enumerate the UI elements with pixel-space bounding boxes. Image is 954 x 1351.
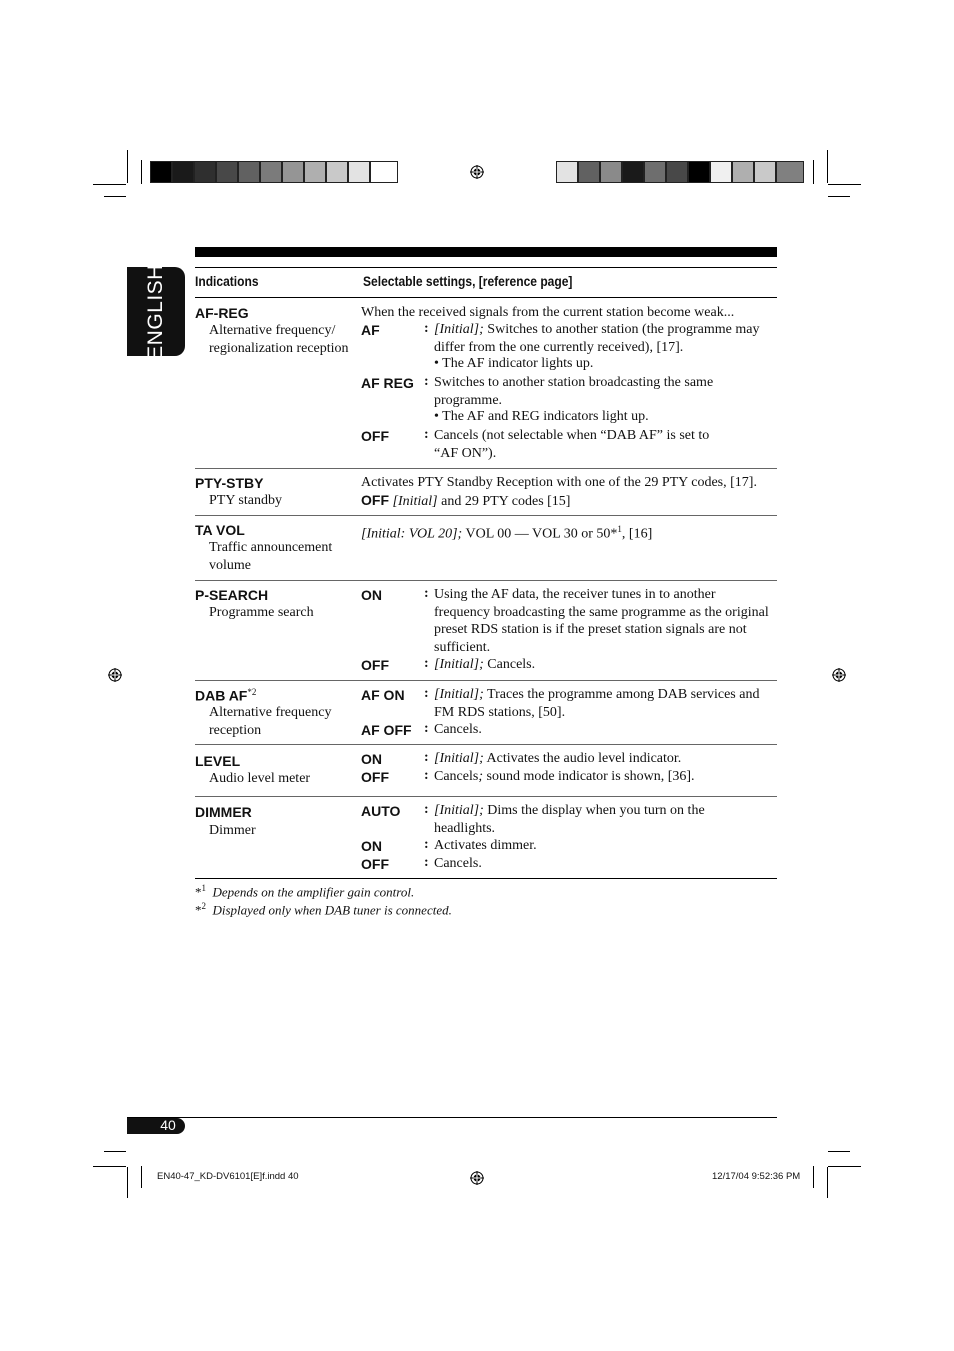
option-text: Using the AF data, the receiver tunes in to another frequency broadcasting the same programme as the original preset RDS station is if the preset station signals are not sufficient. — [434, 587, 769, 655]
option-text: [Initial]; Traces the programme among DAB services and FM RDS stations, [50]. — [434, 687, 760, 720]
option-bullet: • The AF and REG indicators light up. — [434, 409, 649, 424]
setting-name: PTY-STBY — [195, 475, 264, 491]
setting-description: Alternative frequency/ regionalization reception — [209, 323, 349, 356]
option-text: Switches to another station broadcasting the same programme. — [434, 375, 714, 408]
setting-description: PTY standby — [209, 493, 282, 508]
option-colon: : — [424, 837, 429, 852]
setting-name: P-SEARCH — [195, 587, 269, 603]
footnote: *$^2$ Displayed only when DAB tuner is connected. — [195, 901, 452, 918]
setting-description: Traffic announcement volume — [209, 540, 333, 573]
setting-text: [Initial: VOL 20]; VOL 00 — VOL 30 or 50*$^1$, [16] — [361, 524, 653, 542]
option-colon: : — [424, 768, 429, 783]
option-text: [Initial]; Cancels. — [434, 657, 536, 672]
option-colon: : — [424, 721, 429, 736]
option-label: AF REG — [361, 375, 414, 391]
option-text: [Initial]; Dims the display when you turn on the headlights. — [434, 803, 705, 836]
swatch — [666, 161, 688, 183]
footnote: *$^1$ Depends on the amplifier gain control. — [195, 883, 415, 900]
setting-name: DIMMER — [195, 804, 252, 820]
option-text: [Initial]; Switches to another station (the programme may differ from the one currently received), [17]. — [434, 322, 760, 355]
swatch — [238, 161, 260, 183]
swatch — [282, 161, 304, 183]
swatch — [556, 161, 578, 183]
option-label: OFF — [361, 856, 389, 872]
swatch — [370, 161, 398, 183]
setting-description: Dimmer — [209, 823, 256, 838]
registration-mark-icon — [832, 668, 846, 682]
setting-name: LEVEL — [195, 753, 241, 769]
swatch — [150, 161, 172, 183]
setting-text: OFF [Initial] and 29 PTY codes [15] — [361, 492, 571, 509]
registration-mark-icon — [470, 1171, 484, 1185]
setting-description: Alternative frequency reception — [209, 705, 332, 738]
registration-mark-icon — [470, 165, 484, 179]
print-timestamp: 12/17/04 9:52:36 PM — [712, 1171, 801, 1182]
option-text: [Initial]; Activates the audio level indicator. — [434, 751, 682, 766]
registration-mark-icon — [108, 668, 122, 682]
swatch — [194, 161, 216, 183]
option-text: Cancels (not selectable when “DAB AF” is set to “AF ON”). — [434, 428, 710, 461]
swatch — [326, 161, 348, 183]
option-bullet: • The AF indicator lights up. — [434, 356, 594, 371]
swatch — [754, 161, 776, 183]
option-colon: : — [424, 802, 429, 817]
option-colon: : — [424, 656, 429, 671]
setting-name: DAB AF$^{*2}$ — [195, 687, 257, 704]
option-colon: : — [424, 427, 429, 442]
header-indications: Indications — [195, 273, 259, 289]
option-label: AUTO — [361, 803, 401, 819]
option-label: OFF — [361, 769, 389, 785]
option-label: AF ON — [361, 687, 405, 703]
swatch — [600, 161, 622, 183]
page-number: 40 — [160, 1117, 176, 1133]
option-label: OFF — [361, 657, 389, 673]
swatch — [216, 161, 238, 183]
option-colon: : — [424, 586, 429, 601]
swatch — [622, 161, 644, 183]
setting-name: AF-REG — [195, 305, 249, 321]
option-text: Cancels. — [434, 722, 482, 737]
swatch — [710, 161, 732, 183]
option-colon: : — [424, 374, 429, 389]
option-label: OFF — [361, 428, 389, 444]
swatch — [578, 161, 600, 183]
header-settings: Selectable settings, [reference page] — [363, 273, 573, 289]
option-label: AF OFF — [361, 722, 412, 738]
swatch — [776, 161, 804, 183]
setting-description: Audio level meter — [209, 771, 311, 786]
swatch — [348, 161, 370, 183]
option-text: Cancels. — [434, 856, 482, 871]
setting-name: TA VOL — [195, 522, 245, 538]
option-label: ON — [361, 838, 382, 854]
swatch — [644, 161, 666, 183]
swatch — [260, 161, 282, 183]
swatch — [172, 161, 194, 183]
option-colon: : — [424, 750, 429, 765]
option-label: ON — [361, 587, 382, 603]
setting-text: Activates PTY Standby Reception with one of the 29 PTY codes, [17]. — [361, 475, 757, 490]
option-label: ON — [361, 751, 382, 767]
setting-intro: When the received signals from the current station become weak... — [361, 305, 735, 320]
table-top-bar — [195, 247, 777, 257]
option-label: AF — [361, 322, 380, 338]
option-colon: : — [424, 855, 429, 870]
file-info: EN40-47_KD-DV6101[E]f.indd 40 — [157, 1171, 299, 1182]
option-colon: : — [424, 321, 429, 336]
option-colon: : — [424, 686, 429, 701]
option-text: Activates dimmer. — [434, 838, 537, 853]
setting-description: Programme search — [209, 605, 314, 620]
option-text: Cancels; sound mode indicator is shown, [36]. — [434, 769, 695, 784]
swatch — [732, 161, 754, 183]
language-tab-label: ENGLISH — [144, 263, 168, 360]
swatch — [304, 161, 326, 183]
swatch — [688, 161, 710, 183]
